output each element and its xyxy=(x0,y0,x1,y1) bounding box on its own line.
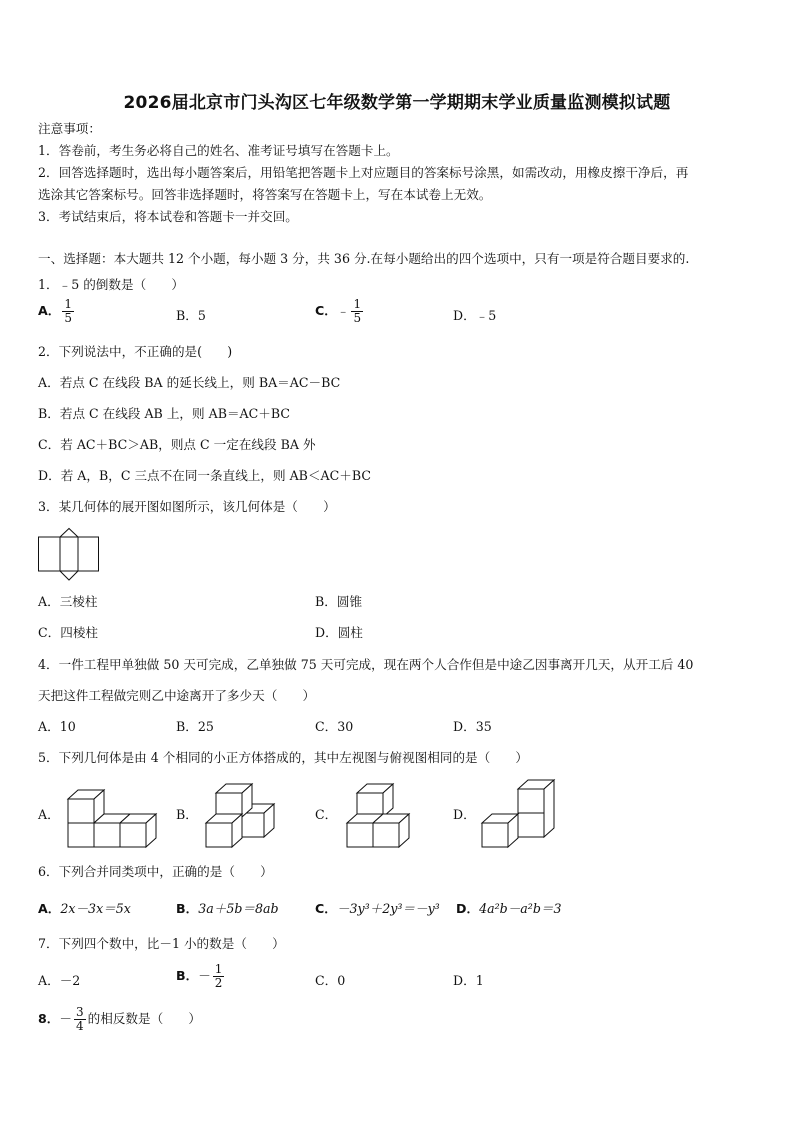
q3-stem: 3．某几何体的展开图如图所示，该几何体是（ ） xyxy=(38,499,336,514)
q1-option-c: C．﹣ $\frac{1}{5}$ xyxy=(315,297,362,325)
q3-option-b: B．圆锥 xyxy=(315,594,363,609)
q2-option-b: B．若点 C 在线段 AB 上，则 AB＝AC＋BC xyxy=(38,406,290,421)
q4-stem-line2: 天把这件工程做完则乙中途离开了多少天（ ） xyxy=(38,688,316,703)
q5-figure-a xyxy=(66,788,166,852)
q2-option-a: A．若点 C 在线段 BA 的延长线上，则 BA＝AC－BC xyxy=(38,375,341,390)
q6-option-a: A．2x－3x＝5x xyxy=(38,901,131,916)
prism-net-figure xyxy=(38,528,100,584)
q5-option-b: B． xyxy=(176,807,198,822)
section-heading: 一、选择题：本大题共 12 个小题，每小题 3 分，共 36 分.在每小题给出的四个选项中，只有一项是符合题目要求的. xyxy=(38,251,690,266)
q2-option-c: C．若 AC＋BC＞AB，则点 C 一定在线段 BA 外 xyxy=(38,437,316,452)
q8-stem: 8．－ $\frac{3}{4}$ 的相反数是（ ） xyxy=(38,1005,201,1033)
q7-option-b: B．－ $\frac{1}{2}$ xyxy=(176,962,223,990)
q1-option-a: A． $\frac{1}{5}$ xyxy=(38,297,72,325)
q7-option-c: C．0 xyxy=(315,973,346,988)
q3-option-d: D．圆柱 xyxy=(315,625,363,640)
q6-option-b: B．3a＋5b＝8ab xyxy=(176,901,279,916)
q5-option-a: A． xyxy=(38,807,60,822)
notice-heading: 注意事项： xyxy=(38,121,101,136)
q2-option-d: D．若 A，B，C 三点不在同一条直线上，则 AB＜AC＋BC xyxy=(38,468,371,483)
q5-option-d: D． xyxy=(453,807,476,822)
q4-option-b: B．25 xyxy=(176,719,214,734)
notice-item-2: 2．回答选择题时，选出每小题答案后，用铅笔把答题卡上对应题目的答案标号涂黑，如需改动，用橡皮擦干净后，再 xyxy=(38,165,689,180)
q6-option-d: D．4a²b－a²b＝3 xyxy=(456,901,562,916)
notice-item-3: 3．考试结束后，将本试卷和答题卡一并交回。 xyxy=(38,209,298,224)
q1-option-b: B．5 xyxy=(176,308,206,323)
q7-option-d: D．1 xyxy=(453,973,484,988)
q3-option-a: A．三棱柱 xyxy=(38,594,98,609)
q4-option-a: A．10 xyxy=(38,719,76,734)
q5-figure-d xyxy=(480,776,570,852)
q6-option-c: C．－3y³＋2y³＝－y³ xyxy=(315,901,440,916)
q7-option-a: A．－2 xyxy=(38,973,81,988)
q4-option-d: D．35 xyxy=(453,719,492,734)
q5-option-c: C． xyxy=(315,807,338,822)
notice-item-2-cont: 选涂其它答案标号。回答非选择题时，将答案写在答题卡上，写在本试卷上无效。 xyxy=(38,187,492,202)
q5-stem: 5．下列几何体是由 4 个相同的小正方体搭成的，其中左视图与俯视图相同的是（ ） xyxy=(38,750,529,765)
page-title: 2026届北京市门头沟区七年级数学第一学期期末学业质量监测模拟试题 xyxy=(123,93,671,113)
q6-stem: 6．下列合并同类项中，正确的是（ ） xyxy=(38,864,273,879)
q2-stem: 2．下列说法中，不正确的是( ) xyxy=(38,344,233,359)
q1-option-d: D．﹣5 xyxy=(453,308,497,323)
q5-figure-c xyxy=(345,782,425,852)
q7-stem: 7．下列四个数中，比－1 小的数是（ ） xyxy=(38,936,285,951)
q4-stem-line1: 4．一件工程甲单独做 50 天可完成，乙单独做 75 天可完成，现在两个人合作但是中途乙因事离开几天，从开工后 40 xyxy=(38,657,694,672)
q4-option-c: C．30 xyxy=(315,719,354,734)
q3-option-c: C．四棱柱 xyxy=(38,625,99,640)
q1-stem: 1．﹣5 的倒数是（ ） xyxy=(38,277,184,292)
notice-item-1: 1．答卷前，考生务必将自己的姓名、准考证号填写在答题卡上。 xyxy=(38,143,399,158)
q5-figure-b xyxy=(204,782,284,852)
